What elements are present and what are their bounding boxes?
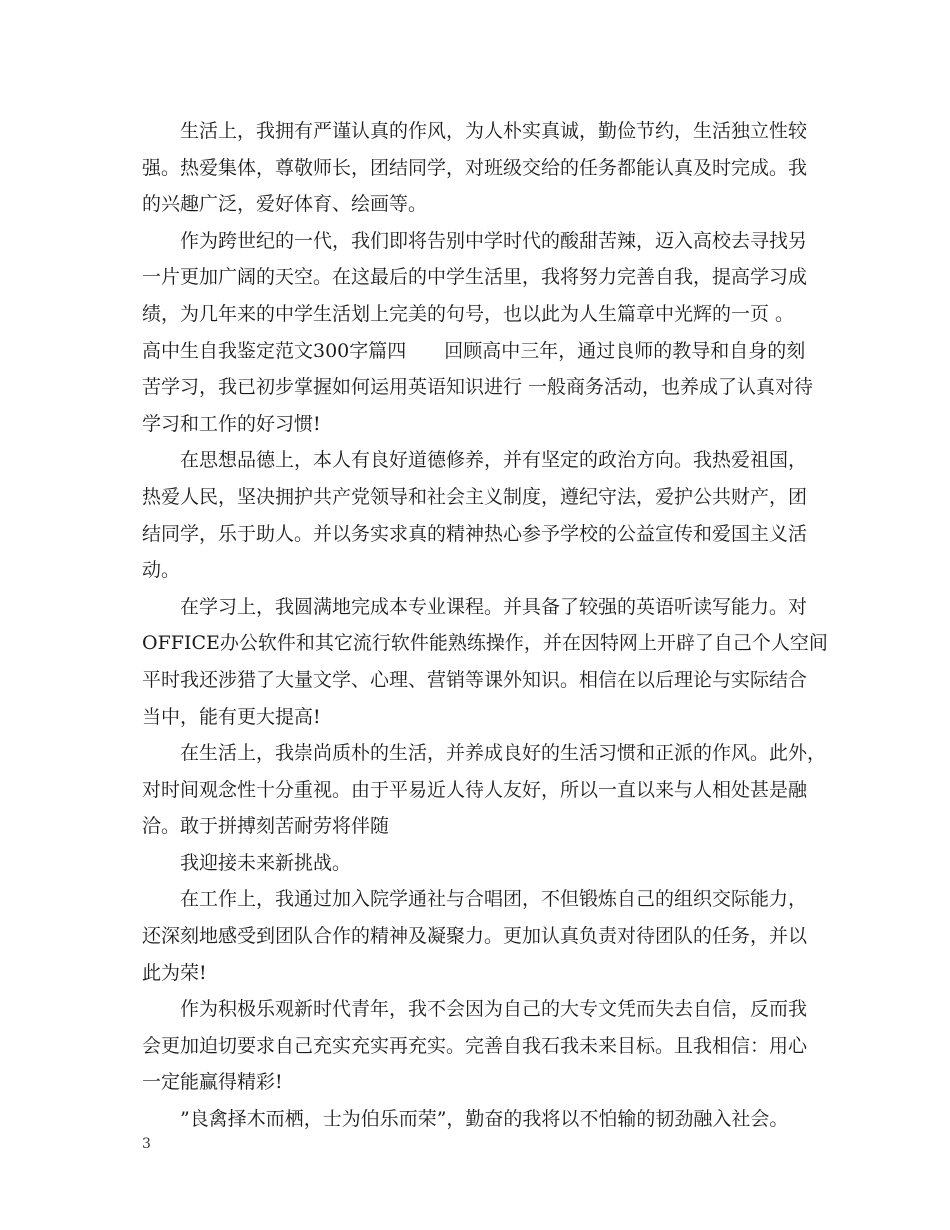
text-line: 的兴趣广泛，爱好体育、绘画等。 [142, 193, 428, 216]
text-line: 此为荣! [142, 961, 207, 984]
text-line: 结同学，乐于助人。并以务实求真的精神热心参予学校的公益宣传和爱国主义活 [142, 522, 808, 545]
text-line: 作为积极乐观新时代青年，我不会因为自己的大专文凭而失去自信，反而我 [180, 998, 808, 1021]
text-line: 强。热爱集体，尊敬师长，团结同学，对班级交给的任务都能认真及时完成。我 [142, 156, 808, 179]
text-line: 高中生自我鉴定范文300字篇四 回顾高中三年，通过良师的教导和自身的刻 [142, 339, 806, 362]
text-line: 还深刻地感受到团队合作的精神及凝聚力。更加认真负责对待团队的任务，并以 [142, 925, 808, 948]
page-number: 3 [142, 1136, 151, 1152]
text-line: 学习和工作的好习惯! [142, 412, 321, 435]
text-line: 在思想品德上，本人有良好道德修养，并有坚定的政治方向。我热爱祖国， [180, 449, 808, 472]
text-line: 动。 [142, 559, 181, 582]
text-line: 当中，能有更大提高! [142, 705, 321, 728]
text-line: 作为跨世纪的一代，我们即将告别中学时代的酸甜苦辣，迈入高校去寻找另 [180, 229, 808, 252]
text-line: OFFICE办公软件和其它流行软件能熟练操作，并在因特网上开辟了自己个人空间 [142, 632, 828, 655]
text-line: 平时我还涉猎了大量文学、心理、营销等课外知识。相信在以后理论与实际结合 [142, 668, 808, 691]
text-line: 会更加迫切要求自己充实充实再充实。完善自我石我未来目标。且我相信：用心 [142, 1034, 808, 1057]
text-line: 在工作上，我通过加入院学通社与合唱团，不但锻炼自己的组织交际能力， [180, 888, 808, 911]
text-line: ”良禽择木而栖，士为伯乐而荣”，勤奋的我将以不怕输的韧劲融入社会。 [180, 1108, 789, 1131]
text-line: 对时间观念性十分重视。由于平易近人待人友好，所以一直以来与人相处甚是融 [142, 778, 808, 801]
text-line: 在学习上，我圆满地完成本专业课程。并具备了较强的英语听读写能力。对 [180, 595, 808, 618]
text-line: 在生活上，我崇尚质朴的生活，并养成良好的生活习惯和正派的作风。此外， [180, 742, 827, 765]
text-line: 热爱人民，坚决拥护共产党领导和社会主义制度，遵纪守法，爱护公共财产，团 [142, 485, 808, 508]
text-line: 苦学习，我已初步掌握如何运用英语知识进行 一般商务活动，也养成了认真对待 [142, 376, 814, 399]
text-line: 洽。敢于拼搏刻苦耐劳将伴随 [142, 815, 390, 838]
text-line: 生活上，我拥有严谨认真的作风，为人朴实真诚，勤俭节约，生活独立性较 [180, 120, 808, 142]
text-line: 一定能赢得精彩! [142, 1071, 283, 1094]
document-body [142, 113, 828, 1138]
text-line: 一片更加广阔的天空。在这最后的中学生活里，我将努力完善自我，提高学习成 [142, 266, 808, 289]
text-line: 我迎接未来新挑战。 [180, 851, 352, 874]
text-line: 绩，为几年来的中学生活划上完美的句号，也以此为人生篇章中光辉的一页 。 [142, 302, 795, 325]
